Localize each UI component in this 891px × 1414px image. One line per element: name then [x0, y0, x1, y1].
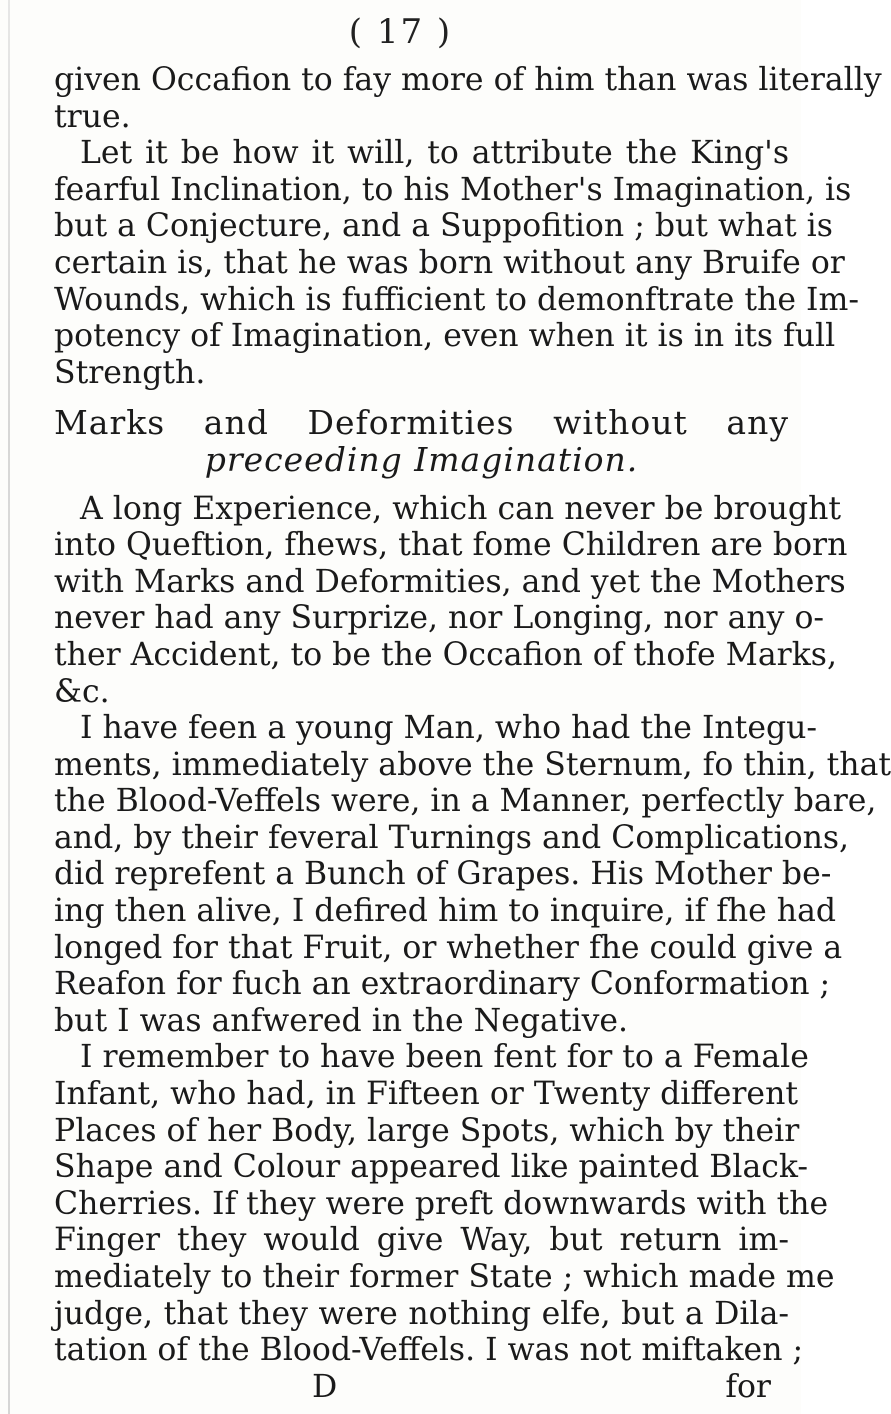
text-line: Shape and Colour appeared like painted Black- — [54, 1149, 809, 1186]
text-line: did reprefent a Bunch of Grapes. His Mother be- — [54, 856, 832, 893]
text-line: tation of the Blood-Veffels. I was not miftaken ; — [54, 1332, 804, 1369]
text-line: never had any Surprize, nor Longing, nor any o- — [54, 600, 825, 637]
text-line: Finger they would give Way, but return im- — [54, 1222, 789, 1259]
text-line: ther Accident, to be the Occafion of thofe Marks, — [54, 636, 837, 673]
text-line: Strength. — [54, 354, 206, 391]
signature-catchword-line — [54, 1369, 789, 1406]
text-line: certain is, that he was born without any Bruife or — [54, 244, 845, 281]
text-line: Cherries. If they were preft downwards with the — [54, 1185, 829, 1222]
text-line: A long Experience, which can never be brought — [80, 490, 842, 527]
text-line: fearful Inclination, to his Mother's Imagination, is — [54, 171, 852, 208]
text-line: I remember to have been fent for to a Female — [80, 1039, 809, 1076]
text-line: ments, immediately above the Sternum, fo thin, that — [54, 746, 891, 783]
text-line: &c. — [54, 673, 110, 710]
catchword: for — [725, 1368, 771, 1405]
text-line: I have feen a young Man, who had the Integu- — [80, 710, 818, 747]
signature-mark: D — [312, 1368, 338, 1405]
text-line: but I was anfwered in the Negative. — [54, 1002, 629, 1039]
text-line: longed for that Fruit, or whether fhe could give a — [54, 929, 843, 966]
text-line: but a Conjecture, and a Suppofition ; but what is — [54, 208, 833, 245]
section-heading-line: preceeding Imagination. — [204, 439, 639, 479]
text-line: with Marks and Deformities, and yet the Mothers — [54, 563, 846, 600]
text-line: the Blood-Veffels were, in a Manner, perfectly bare, — [54, 783, 877, 820]
text-line: Wounds, which is fufficient to demonftrate the Im- — [54, 281, 859, 318]
binding-gutter — [8, 0, 10, 1414]
text-line: potency of Imagination, even when it is in its full — [54, 318, 836, 355]
page-number: ( 17 ) — [348, 12, 453, 52]
text-line: true. — [54, 98, 131, 135]
text-line: judge, that they were nothing elfe, but a Dila- — [54, 1295, 789, 1332]
section-heading-line: Marks and Deformities without any — [54, 403, 789, 443]
text-line: given Occafion to fay more of him than was literally — [54, 62, 882, 98]
text-line: Infant, who had, in Fifteen or Twenty different — [54, 1076, 799, 1113]
text-line: ing then alive, I defired him to inquire, if fhe had — [54, 893, 837, 930]
text-line: mediately to their former State ; which made me — [54, 1259, 835, 1295]
text-line: into Queftion, fhews, that fome Children are born — [54, 527, 848, 564]
text-line: Places of her Body, large Spots, which by their — [54, 1112, 800, 1149]
text-line: and, by their feveral Turnings and Complications, — [54, 819, 850, 856]
body-text — [54, 62, 891, 1405]
text-line: Reafon for fuch an extraordinary Conformation ; — [54, 966, 831, 1003]
text-line: Let it be how it will, to attribute the King's — [80, 135, 789, 172]
